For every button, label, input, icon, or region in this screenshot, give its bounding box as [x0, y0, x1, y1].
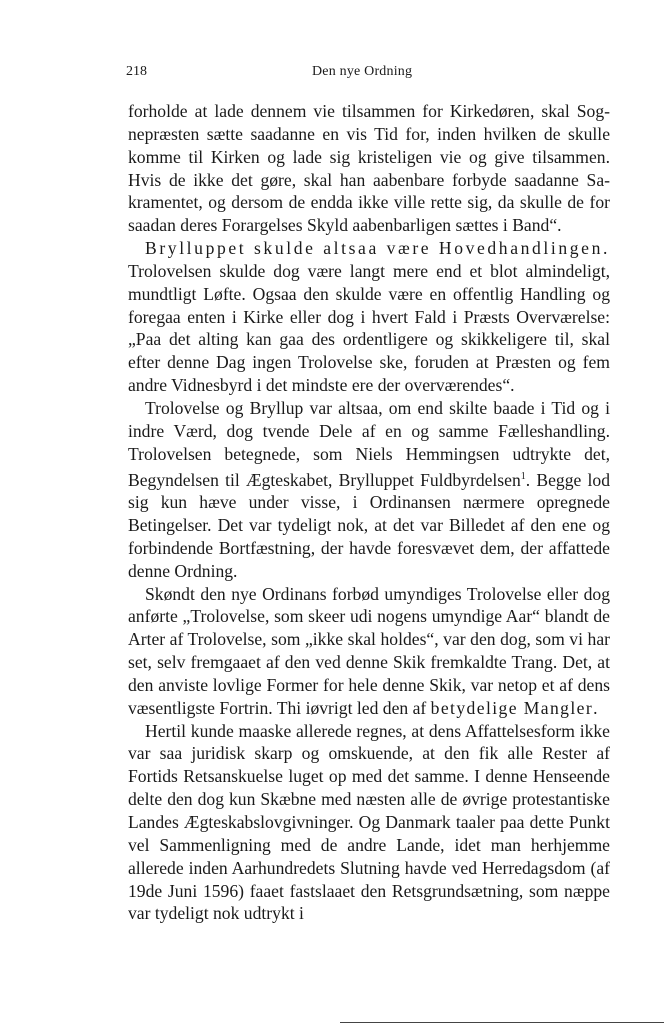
paragraph-5	[128, 720, 610, 926]
paragraph-4-text-a: Skøndt den nye Ordinans forbød umyndiges Trolovelse eller dog anførte „Trolovelse, som skeer udi nogens umyndige Aar“ blandt de Arter af Trolovelse, som „ikke skal holdes“, var den dog, som vi har set, selv fremgaaet af den ved denne Skik fremkaldte Trang. Det, at den anviste lovlige Former for hele denne Skik, var netop et af dens væsentligste Fortrin. Thi iøvrigt led den af	[128, 583, 610, 718]
paragraph-3-text-b: . Begge lod sig kun hæve under visse, i Ordinansen nærmere opregnede Betingelser. Det var tydeligt nok, at det var Billedet af den ene og forbindende Bortfæstning, der havde foresvævet dem, der affattede denne Ordning.	[128, 469, 610, 581]
paragraph-2-emphasis: Brylluppet skulde altsaa være Hovedhandlingen.	[145, 238, 610, 259]
page-number: 218	[126, 64, 147, 79]
running-head: Den nye Ordning	[312, 64, 413, 79]
paragraph-1-text: forholde at lade dennem vie tilsammen for Kirkedøren, skal Sognepræsten sætte saadanne en vis Tid for, inden hvilken de skulle komme til Kirken og lade sig kristeligen vie og give tilsammen. Hvis de ikke det gøre, skal han aabenbare forbyde saadanne Sakramentet, og dersom de endda ikke ville rette sig, da skulle de for saadan deres Forargelses Skyld aabenbarligen sættes i Band“.	[128, 101, 610, 236]
paragraph-3	[128, 397, 610, 583]
paragraph-1	[128, 100, 610, 237]
paragraph-5-text: Hertil kunde maaske allerede regnes, at dens Affattelsesform ikke var saa juridisk skarp og omskuende, at den fik alle Rester af Fortids Retsanskuelse luget op med det samme. I denne Henseende delte den dog kun Skæbne med næsten alle de øvrige protestantiske Landes Ægteskabslovgivninger. Og Danmark taaler paa dette Punkt vel Sammenligning med de andre Lande, idet man herhjemme allerede inden Aarhundredets Slutning havde ved Herredagsdom (af 19de Juni 1596) faaet fastslaaet den Retsgrundsætning, som næppe var tydeligt nok udtrykt i	[128, 720, 610, 924]
paragraph-3-text-a: Trolovelse og Bryllup var altsaa, om end skilte baade i Tid og i indre Værd, dog tvende Dele af en og samme Fælleshandling. Trolovelsen betegnede, som Niels Hemmingsen udtrykte det, Begyndelsen til Ægteskabet, Brylluppet Fuldbyrdelsen	[128, 397, 610, 490]
paragraph-4	[128, 583, 610, 720]
scan-edge-rule	[340, 1022, 664, 1023]
paragraph-4-text-b: .	[593, 697, 598, 718]
paragraph-4-emphasis: betydelige Mangler	[430, 697, 594, 718]
body-text	[128, 100, 610, 925]
paragraph-2-text: Trolovelsen skulde dog være langt mere end et blot almindeligt, mundtligt Løfte. Ogsaa den skulde være en offentlig Handling og foregaa enten i Kirke eller dog i hvert Fald i Præsts Overværelse: „Paa det alting kan gaa des ordentligere og skikkeligere til, skal efter denne Dag ingen Trolovelse ske, foruden at Præsten og fem andre Vidnesbyrd i det mindste ere der overværendes“.	[128, 260, 610, 396]
footnote-marker: 1	[520, 470, 526, 482]
page-header	[126, 64, 610, 86]
paragraph-2	[128, 237, 610, 397]
